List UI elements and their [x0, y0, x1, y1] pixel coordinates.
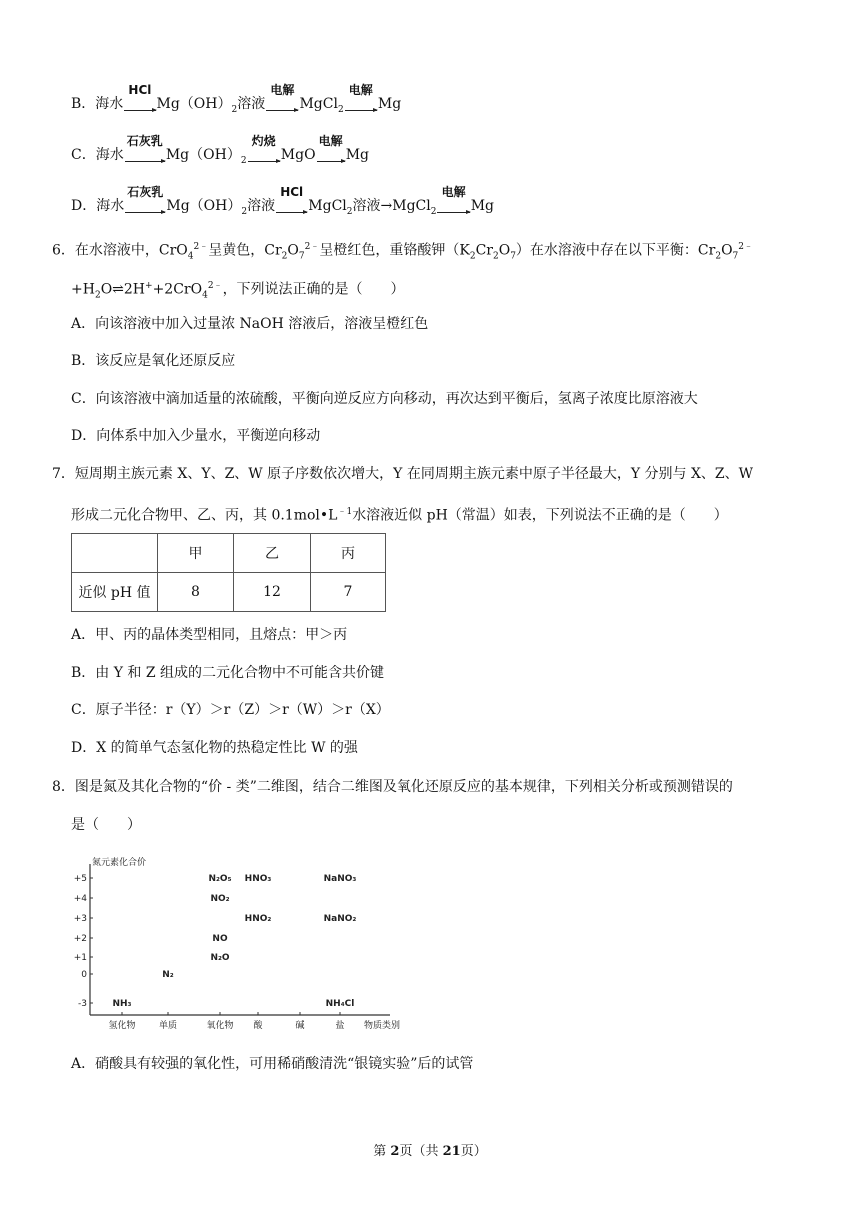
q6-option-c: C．向该溶液中滴加适量的浓硫酸，平衡向逆反应方向移动，再次达到平衡后，氢离子浓度比原溶液大: [71, 391, 698, 407]
table-row: [72, 573, 386, 612]
data-point-label: HNO₃: [244, 874, 272, 884]
reaction-arrow: 电解: [437, 196, 469, 217]
y-tick-label: +1: [73, 953, 87, 963]
q8-stem-line2: 是（ ）: [71, 817, 141, 833]
q6-option-b: B．该反应是氧化还原反应: [71, 353, 236, 369]
y-axis-label: 氮元素化合价: [92, 858, 147, 868]
reaction-arrow: HCl: [124, 94, 155, 115]
reaction-arrow: 电解: [266, 94, 298, 115]
table-cell: 甲: [158, 534, 234, 573]
reaction-arrow: 石灰乳: [125, 196, 165, 217]
data-point-label: NaNO₂: [323, 914, 357, 924]
q7-option-c: C．原子半径：r（Y）＞r（Z）＞r（W）＞r（X）: [71, 702, 390, 718]
x-tick-label: 碱: [295, 1021, 305, 1031]
y-tick-label: +3: [73, 914, 87, 924]
x-tick-label: 单质: [158, 1021, 178, 1031]
table-cell: 12: [234, 573, 311, 612]
table-cell: 8: [158, 573, 234, 612]
q5-option-b: B．海水 HCl $Mg(OH)_2$溶液 电解 MgCl$_2$ 电解 Mg: [71, 83, 402, 115]
x-axis-label: 物质类别: [363, 1021, 401, 1031]
data-point-label: N₂O: [210, 953, 230, 963]
reaction-arrow: 电解: [345, 94, 377, 115]
data-point-label: NaNO₃: [323, 874, 357, 884]
q6-stem-line1: 6．在水溶液中，CrO$_4^{2﹣}$呈黄色，$Cr_2O_7^{2﹣}$呈橙红色，重铬酸钾$(K_2Cr_2O_7)$在水溶液中存在以下平衡：$Cr_2O_7^{2﹣}$: [52, 242, 754, 262]
q8-stem-line1: 8．图是氮及其化合物的“价 - 类”二维图，结合二维图及氧化还原反应的基本规律，下列相关分析或预测错误的: [52, 779, 733, 795]
y-tick-label: +2: [73, 934, 87, 944]
y-tick-label: +5: [73, 874, 87, 884]
x-tick-label: 酸: [253, 1021, 263, 1031]
q7-option-b: B．由 Y 和 Z 组成的二元化合物中不可能含共价键: [71, 665, 385, 681]
table-row-label: 近似 pH 值: [72, 573, 158, 612]
table-cell: 丙: [311, 534, 386, 573]
page-total: 21: [442, 1144, 461, 1159]
q6-stem-line2: $+H_2O\rightleftharpoons 2H^++2CrO_4^{2﹣}$，下列说法正确的是（ ）: [71, 281, 405, 301]
data-point-label: NH₄Cl: [325, 999, 355, 1009]
q6-option-a: A．向该溶液中加入过量浓 NaOH 溶液后，溶液呈橙红色: [71, 316, 429, 332]
y-tick-label: +4: [73, 894, 87, 904]
q5-option-c: C．海水 石灰乳 $Mg(OH)_2$ 灼烧 MgO 电解 Mg: [71, 134, 369, 166]
data-point-label: NO: [212, 934, 228, 944]
y-tick-label: -3: [78, 999, 87, 1009]
data-point-label: NO₂: [210, 894, 230, 904]
x-tick-label: 氢化物: [108, 1021, 136, 1031]
x-tick-label: 盐: [335, 1021, 345, 1031]
ph-table: [71, 533, 386, 612]
q5-option-d: D．海水 石灰乳 $Mg(OH)_2$溶液 HCl MgCl$_2$溶液→MgCl$_2$ 电解 Mg: [71, 185, 494, 217]
table-cell: 乙: [234, 534, 311, 573]
x-tick-label: 氧化物: [206, 1021, 234, 1031]
data-point-label: NH₃: [112, 999, 132, 1009]
reaction-arrow: 石灰乳: [125, 145, 165, 166]
q7-stem-line2: 形成二元化合物甲、乙、丙，其 $0.1mol•L^{﹣1}$水溶液近似 pH（常温）如表，下列说法不正确的是（ ）: [71, 507, 728, 524]
page-footer: 第 2页（共 21页）: [373, 1144, 487, 1159]
y-tick-label: 0: [81, 970, 87, 980]
table-header-row: [72, 534, 386, 573]
q7-stem-line1: 7．短周期主族元素 X、Y、Z、W 原子序数依次增大，Y 在同周期主族元素中原子半径最大，Y 分别与 X、Z、W: [52, 466, 754, 482]
reaction-arrow: 灼烧: [248, 145, 280, 166]
page-number: 2: [390, 1144, 400, 1159]
data-point-label: N₂: [162, 970, 174, 980]
q7-option-a: A．甲、丙的晶体类型相同，且熔点：甲＞丙: [71, 627, 348, 643]
table-cell: 7: [311, 573, 386, 612]
table-cell: [72, 534, 158, 573]
data-point-label: HNO₂: [244, 914, 272, 924]
q7-option-d: D．X 的简单气态氢化物的热稳定性比 W 的强: [71, 740, 358, 756]
q8-option-a: A．硝酸具有较强的氧化性，可用稀硝酸清洗“银镜实验”后的试管: [71, 1056, 474, 1072]
data-point-label: N₂O₅: [208, 874, 232, 884]
reaction-arrow: HCl: [276, 196, 307, 217]
q6-option-d: D．向体系中加入少量水，平衡逆向移动: [71, 428, 321, 444]
valence-category-chart: [70, 850, 420, 1035]
reaction-arrow: 电解: [317, 145, 345, 166]
